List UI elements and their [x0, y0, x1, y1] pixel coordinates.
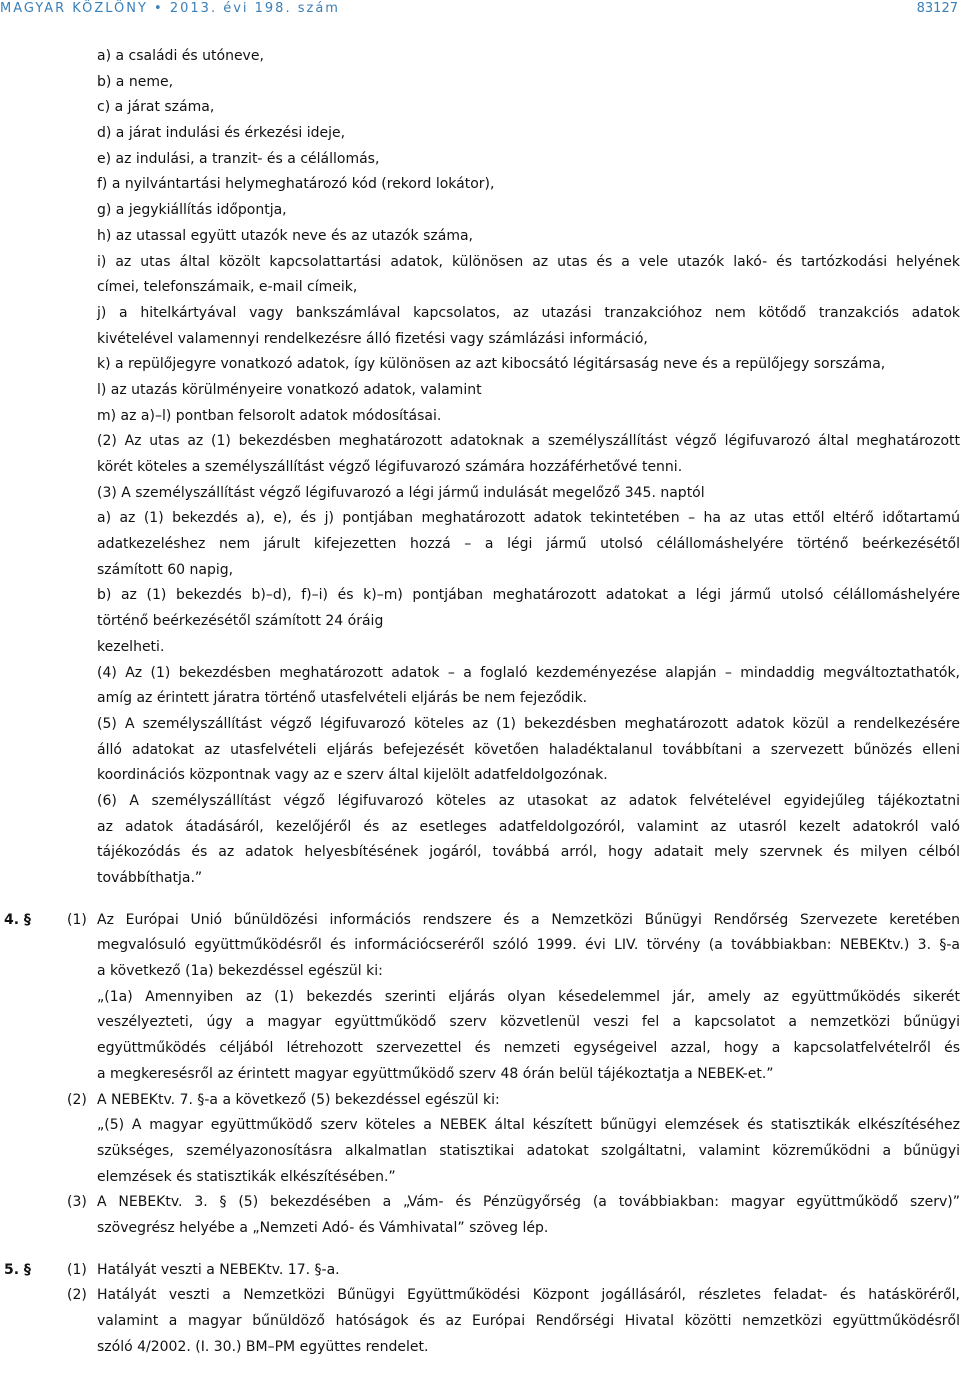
text-line: koordinációs központnak vagy az e szerv által kijelölt adatfeldolgozónak. [97, 767, 608, 784]
text-line: (3) A NEBEKtv. 3. § (5) bekezdésében a „Vám- és Pénzügyőrség (a továbbiakban: magyar együttműködő szerv)” [0, 1190, 960, 1216]
text-line: „(5) A magyar együttműködő szerv köteles a NEBEK által készített bűnügyi elemzések és statisztikák elkészítéséhez [97, 1117, 960, 1134]
text-line: e) az indulási, a tranzit- és a célállomás, [97, 150, 380, 167]
section-number: 5. § [4, 1261, 31, 1278]
text-line: tájékozódás és az adatok helyesbítésének jogáról, továbbá arról, hogy adatait mely szervnek és milyen célból [97, 844, 960, 861]
document-body [0, 44, 960, 1360]
text-line: valamint a magyar bűnüldöző hatóságok és az Európai Rendőrségi Hivatal közötti nemzetközi együttműködésről [97, 1313, 960, 1329]
page-number: 83127 [916, 1, 958, 16]
text-line: adatkezeléshez nem járult kifejezetten hozzá – a légi jármű utolsó célállomáshelyére történő beérkezésétől [97, 536, 960, 553]
journal-title: MAGYAR KÖZLÖNY • 2013. évi 198. szám [0, 1, 340, 16]
text-line: szóló 4/2002. (I. 30.) BM–PM együttes rendelet. [97, 1338, 429, 1355]
text-line: (2) Az utas az (1) bekezdésben meghatározott adatoknak a személyszállítást végző légifuvarozó által meghatározott [97, 433, 960, 450]
text-line: számított 60 napig, [97, 561, 234, 578]
text-line: c) a járat száma, [97, 99, 215, 116]
text-line: a) az (1) bekezdés a), e), és j) pontjában meghatározott adatok tekintetében – ha az utas ettől eltérő időtartamú [97, 510, 960, 527]
text-line: körét köteles a személyszállítást végző légifuvarozó számára hozzáférhetővé tenni. [97, 459, 683, 475]
text-line: 4. § (1) Az Európai Unió bűnüldözési információs rendszere és a Nemzetközi Bűnügyi Rendőrség Szervezete keretében [0, 908, 960, 934]
continuation-block [0, 44, 960, 892]
text-line: szövegrész helyébe a „Nemzeti Adó- és Vámhivatal” szöveg lép. [97, 1219, 549, 1236]
text-line: m) az a)–l) pontban felsorolt adatok módosításai. [97, 407, 442, 424]
section-4 [0, 908, 960, 1242]
text-line: b) a neme, [97, 73, 174, 90]
text-line: k) a repülőjegyre vonatkozó adatok, így különösen az azt kibocsátó légitársaság neve és a repülőjegy sorszáma, [97, 356, 886, 373]
text-line: kivételével valamennyi rendelkezésre álló fizetési vagy számlázási információ, [97, 330, 648, 347]
text-line: elemzések és statisztikák elkészítésében.” [97, 1168, 396, 1185]
text-line: (2) A NEBEKtv. 7. §-a a következő (5) bekezdéssel egészül ki: [0, 1088, 960, 1114]
text-line: megvalósuló együttműködésről és információcseréről szóló 1999. évi LIV. törvény (a továbbiakban: NEBEKtv.) 3. §-a [97, 937, 960, 954]
paragraph-number: (2) [67, 1091, 87, 1108]
section-number: 4. § [4, 911, 31, 928]
text-line: címei, telefonszámaik, e-mail címeik, [97, 279, 358, 296]
paragraph-number: (1) [67, 1261, 87, 1278]
text-line: szükséges, személyazonosításra alkalmatlan statisztikai adatokat szolgáltatni, valamint közreműködni a bűnügyi [97, 1142, 960, 1159]
section-5 [0, 1258, 960, 1361]
text-line: d) a járat indulási és érkezési ideje, [97, 125, 346, 142]
text-line: (2) Hatályát veszti a Nemzetközi Bűnügyi Együttműködési Központ jogállásáról, részletes feladat- és hatásköréről, [0, 1283, 960, 1309]
text-line: a) a családi és utóneve, [97, 48, 264, 64]
text-line: (3) A személyszállítást végző légifuvarozó a légi jármű indulását megelőző 345. naptól [97, 484, 705, 501]
text-line: továbbíthatja.” [97, 870, 203, 886]
paragraph-number: (3) [67, 1194, 87, 1211]
page-header [0, 0, 960, 22]
text-line: 5. § (1) Hatályát veszti a NEBEKtv. 17. §-a. [0, 1258, 960, 1284]
text-line: g) a jegykiállítás időpontja, [97, 202, 287, 219]
paragraph-number: (2) [67, 1287, 87, 1304]
text-line: f) a nyilvántartási helymeghatározó kód (rekord lokátor), [97, 176, 495, 193]
text-line: a következő (1a) bekezdéssel egészül ki: [97, 963, 383, 980]
text-line: (6) A személyszállítást végző légifuvarozó köteles az utasokat az adatok felvételével egyidejűleg tájékoztatni [97, 792, 960, 809]
text-line: „(1a) Amennyiben az (1) bekezdés szerinti eljárás olyan késedelemmel jár, amely az együttműködés sikerét [97, 988, 960, 1005]
text-line: az adatok átadásáról, kezelőjéről és az esetleges adatfeldolgozóról, valamint az utasról kezelt adatokról való [97, 818, 960, 835]
text-line: amíg az érintett járatra történő utasfelvételi eljárás be nem fejeződik. [97, 690, 588, 707]
text-line: veszélyezteti, úgy a magyar együttműködő szerv közvetlenül veszi fel a kapcsolatot a nemzetközi bűnügyi [97, 1014, 960, 1031]
text-line: (5) A személyszállítást végző légifuvarozó köteles az (1) bekezdésben meghatározott adatok közül a rendelkezésére [97, 715, 960, 732]
paragraph-number: (1) [67, 911, 87, 928]
text-line: (4) Az (1) bekezdésben meghatározott adatok – a foglaló kezdeményezése alapján – mindaddig megváltoztathatók, [97, 664, 960, 681]
text-line: történő beérkezésétől számított 24 óráig [97, 613, 384, 630]
text-line: i) az utas által közölt kapcsolattartási adatok, különösen az utas és a vele utazók lakó- és tartózkodási helyének [97, 253, 960, 270]
text-line: együttműködés céljából létrehozott szervezettel és nemzeti egységeivel azzal, hogy a kapcsolatfelvételről és [97, 1040, 960, 1057]
text-line: j) a hitelkártyával vagy bankszámlával kapcsolatos, az utazási tranzakcióhoz nem kötődő tranzakciós adatok [97, 304, 960, 321]
text-line: l) az utazás körülményeire vonatkozó adatok, valamint [97, 381, 482, 398]
text-line: b) az (1) bekezdés b)–d), f)–i) és k)–m) pontjában meghatározott adatokat a légi jármű utolsó célállomáshelyére [97, 587, 960, 604]
text-line: h) az utassal együtt utazók neve és az utazók száma, [97, 227, 473, 244]
text-line: álló adatokat az utasfelvételi eljárás befejezését követően haladéktalanul továbbítani a szervezett bűnözés elleni [97, 741, 960, 758]
text-line: kezelheti. [97, 638, 165, 655]
text-line: a megkeresésről az érintett magyar együttműködő szerv 48 órán belül tájékoztatja a NEBEK-et.” [97, 1065, 774, 1082]
